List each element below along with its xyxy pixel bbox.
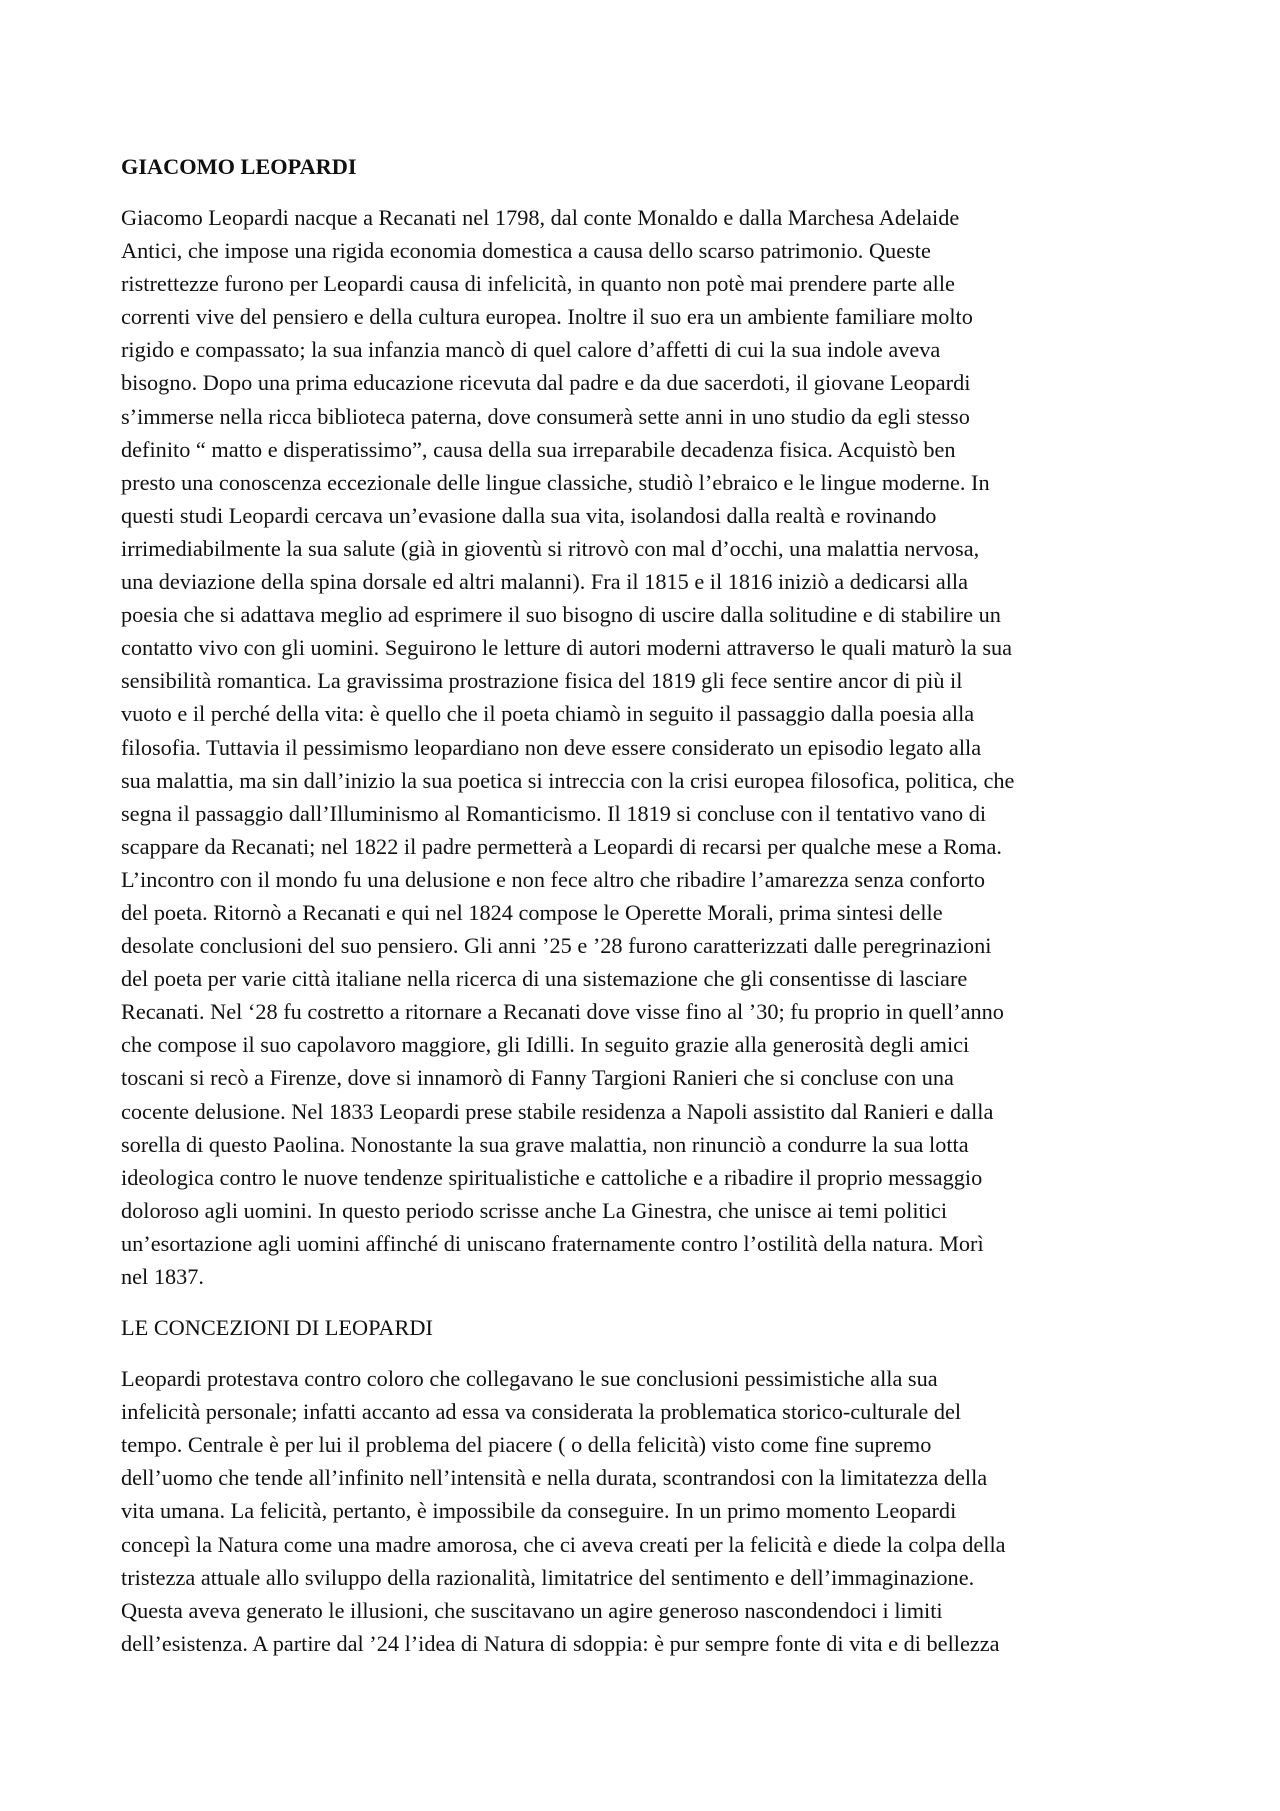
text-line: bisogno. Dopo una prima educazione ricevuta dal padre e da due sacerdoti, il giovane Leopardi bbox=[121, 370, 971, 396]
paragraph-biography bbox=[121, 201, 1161, 1293]
text-line: doloroso agli uomini. In questo periodo scrisse anche La Ginestra, che unisce ai temi politici bbox=[121, 1197, 948, 1223]
text-line: Antici, che impose una rigida economia domestica a causa dello scarso patrimonio. Queste bbox=[121, 238, 931, 264]
text-line: questi studi Leopardi cercava un’evasione dalla sua vita, isolandosi dalla realtà e rovinando bbox=[121, 502, 937, 528]
text-line: filosofia. Tuttavia il pessimismo leopardiano non deve essere considerato un episodio legato alla bbox=[121, 734, 982, 760]
text-line: vita umana. La felicità, pertanto, è impossibile da conseguire. In un primo momento Leopardi bbox=[121, 1498, 957, 1524]
text-line: sua malattia, ma sin dall’inizio la sua poetica si intreccia con la crisi europea filosofica, politica, che bbox=[121, 767, 1015, 793]
text-line: correnti vive del pensiero e della cultura europea. Inoltre il suo era un ambiente familiare molto bbox=[121, 304, 973, 330]
text-line: ristrettezze furono per Leopardi causa di infelicità, in quanto non potè mai prendere parte alle bbox=[121, 271, 955, 297]
text-line: s’immerse nella ricca biblioteca paterna, dove consumerà sette anni in uno studio da egli stesso bbox=[121, 403, 970, 429]
text-line: Giacomo Leopardi nacque a Recanati nel 1798, dal conte Monaldo e dalla Marchesa Adelaide bbox=[121, 205, 960, 230]
text-line: che compose il suo capolavoro maggiore, gli Idilli. In seguito grazie alla generosità degli amici bbox=[121, 1032, 970, 1058]
text-line: tristezza attuale allo sviluppo della razionalità, limitatrice del sentimento e dell’immaginazione. bbox=[121, 1564, 975, 1590]
text-line: concepì la Natura come una madre amorosa, che ci aveva creati per la felicità e diede la colpa della bbox=[121, 1531, 1006, 1557]
text-line: sorella di questo Paolina. Nonostante la sua grave malattia, non rinunciò a condurre la sua lotta bbox=[121, 1131, 969, 1157]
text-line: sensibilità romantica. La gravissima prostrazione fisica del 1819 gli fece sentire ancor di più il bbox=[121, 668, 963, 694]
text-line: contatto vivo con gli uomini. Seguirono le letture di autori moderni attraverso le quali maturò la sua bbox=[121, 635, 1013, 661]
text-line: segna il passaggio dall’Illuminismo al Romanticismo. Il 1819 si concluse con il tentativo vano di bbox=[121, 800, 987, 826]
text-line: poesia che si adattava meglio ad esprimere il suo bisogno di uscire dalla solitudine e di stabilire un bbox=[121, 602, 1001, 628]
text-line: irrimediabilmente la sua salute (già in gioventù si ritrovò con mal d’occhi, una malattia nervosa, bbox=[121, 535, 980, 561]
text-line: desolate conclusioni del suo pensiero. Gli anni ’25 e ’28 furono caratterizzati dalle peregrinazioni bbox=[121, 933, 992, 959]
text-line: dell’esistenza. A partire dal ’24 l’idea di Natura di sdoppia: è pur sempre fonte di vita e di bellezza bbox=[121, 1630, 1000, 1656]
text-line: una deviazione della spina dorsale ed altri malanni). Fra il 1815 e il 1816 iniziò a dedicarsi alla bbox=[121, 569, 968, 595]
text-line: toscani si recò a Firenze, dove si innamorò di Fanny Targioni Ranieri che si concluse con una bbox=[121, 1065, 954, 1091]
document-body bbox=[121, 150, 1161, 1678]
text-line: Recanati. Nel ‘28 fu costretto a ritornare a Recanati dove visse fino al ’30; fu proprio in quell’anno bbox=[121, 999, 1004, 1025]
text-line: presto una conoscenza eccezionale delle lingue classiche, studiò l’ebraico e le lingue moderne. In bbox=[121, 469, 990, 495]
text-line: Leopardi protestava contro coloro che collegavano le sue conclusioni pessimistiche alla sua bbox=[121, 1366, 938, 1392]
text-line: definito “ matto e disperatissimo”, causa della sua irreparabile decadenza fisica. Acquistò ben bbox=[121, 436, 956, 462]
document-title: GIACOMO LEOPARDI bbox=[121, 154, 357, 179]
text-line: ideologica contro le nuove tendenze spiritualistiche e cattoliche e a ribadire il proprio messaggio bbox=[121, 1164, 983, 1190]
text-line: rigido e compassato; la sua infanzia mancò di quel calore d’affetti di cui la sua indole aveva bbox=[121, 337, 941, 363]
text-line: Questa aveva generato le illusioni, che suscitavano un agire generoso nascondendoci i limiti bbox=[121, 1597, 943, 1623]
text-line: cocente delusione. Nel 1833 Leopardi prese stabile residenza a Napoli assistito dal Ranieri e dalla bbox=[121, 1098, 994, 1124]
text-line: L’incontro con il mondo fu una delusione e non fece altro che ribadire l’amarezza senza conforto bbox=[121, 866, 986, 892]
text-line: vuoto e il perché della vita: è quello che il poeta chiamò in seguito il passaggio dalla poesia alla bbox=[121, 701, 975, 727]
text-line: infelicità personale; infatti accanto ad essa va considerata la problematica storico-culturale del bbox=[121, 1399, 962, 1425]
text-line: del poeta. Ritornò a Recanati e qui nel 1824 compose le Operette Morali, prima sintesi delle bbox=[121, 899, 943, 925]
section-title-concezioni: LE CONCEZIONI DI LEOPARDI bbox=[121, 1315, 433, 1341]
text-line: nel 1837. bbox=[121, 1264, 204, 1289]
text-line: tempo. Centrale è per lui il problema del piacere ( o della felicità) visto come fine supremo bbox=[121, 1432, 932, 1458]
text-line: del poeta per varie città italiane nella ricerca di una sistemazione che gli consentisse di lasciare bbox=[121, 966, 968, 992]
text-line: un’esortazione agli uomini affinché di uniscano fraternamente contro l’ostilità della natura. Morì bbox=[121, 1230, 984, 1256]
text-line: scappare da Recanati; nel 1822 il padre permetterà a Leopardi di recarsi per qualche mese a Roma. bbox=[121, 833, 1002, 859]
text-line: dell’uomo che tende all’infinito nell’intensità e nella durata, scontrandosi con la limitatezza della bbox=[121, 1465, 988, 1491]
paragraph-concezioni bbox=[121, 1362, 1161, 1660]
